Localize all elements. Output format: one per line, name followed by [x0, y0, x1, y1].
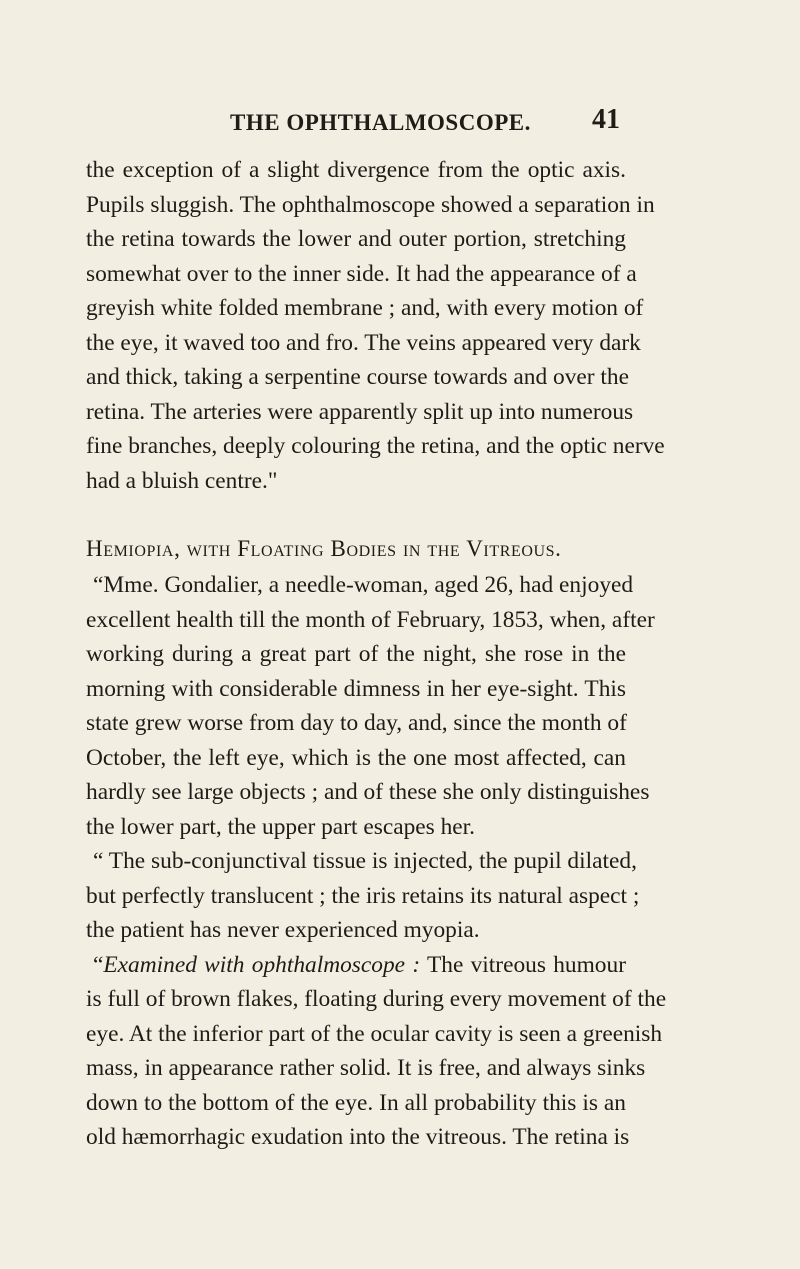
- text-line: [86, 948, 626, 983]
- text-line: retina. The arteries were apparently split up into numerous: [86, 398, 634, 425]
- text-line: excellent health till the month of February, 1853, when, after: [86, 606, 655, 633]
- section-heading: Hemiopia, with Floating Bodies in the Vitreous.: [86, 536, 562, 561]
- paragraph-4: [86, 948, 667, 1155]
- text-line: Pupils sluggish. The ophthalmoscope showed a separation in: [86, 191, 655, 218]
- text-line: mass, in appearance rather solid. It is free, and always sinks: [86, 1055, 646, 1081]
- text-line: is full of brown flakes, floating during every movement of the: [86, 986, 667, 1012]
- text-line: working during a great part of the night, she rose in the: [86, 641, 626, 667]
- text-line: eye. At the inferior part of the ocular cavity is seen a greenish: [86, 1020, 663, 1047]
- text-line: October, the left eye, which is the one most affected, can: [86, 744, 626, 771]
- running-title: THE OPHTHALMOSCOPE.: [230, 110, 531, 135]
- text-line: the exception of a slight divergence from the optic axis.: [86, 157, 626, 183]
- text-line: the eye, it waved too and fro. The veins appeared very dark: [86, 329, 641, 356]
- italic-lead: Examined with ophthalmoscope :: [103, 951, 421, 978]
- text-line: state grew worse from day to day, and, since the month of: [86, 710, 627, 736]
- text-line: hardly see large objects ; and of these she only distinguishes: [86, 779, 650, 805]
- paragraph-1: [86, 153, 665, 498]
- body-text: [86, 153, 667, 1155]
- text-line: “ The sub-conjunctival tissue is injected, the pupil dilated,: [93, 848, 637, 874]
- text-line: old hæmorrhagic exudation into the vitreous. The retina is: [86, 1124, 630, 1150]
- text-line: down to the bottom of the eye. In all probability this is an: [86, 1089, 626, 1116]
- page-number: 41: [592, 104, 620, 135]
- text-line: and thick, taking a serpentine course towards and over the: [86, 364, 629, 390]
- text-line: morning with considerable dimness in her eye-sight. This: [86, 675, 626, 702]
- first-line-rest: The vitreous humour: [420, 951, 626, 978]
- text-line: the patient has never experienced myopia.: [86, 917, 480, 943]
- paragraph-3: [86, 844, 640, 948]
- spacer: [86, 498, 626, 532]
- text-line: but perfectly translucent ; the iris retains its natural aspect ;: [86, 882, 640, 909]
- text-line: the lower part, the upper part escapes her.: [86, 813, 476, 840]
- text-line: somewhat over to the inner side. It had the appearance of a: [86, 260, 637, 287]
- text-line: had a bluish centre.": [86, 467, 278, 494]
- running-head: [130, 104, 620, 138]
- text-line: greyish white folded membrane ; and, with every motion of: [86, 295, 644, 321]
- text-line: the retina towards the lower and outer portion, stretching: [86, 226, 626, 252]
- text-line: “Mme. Gondalier, a needle-woman, aged 26, had enjoyed: [93, 572, 634, 598]
- paragraph-2: [86, 568, 655, 844]
- opening-quote: “: [93, 951, 104, 978]
- text-line: fine branches, deeply colouring the retina, and the optic nerve: [86, 433, 665, 459]
